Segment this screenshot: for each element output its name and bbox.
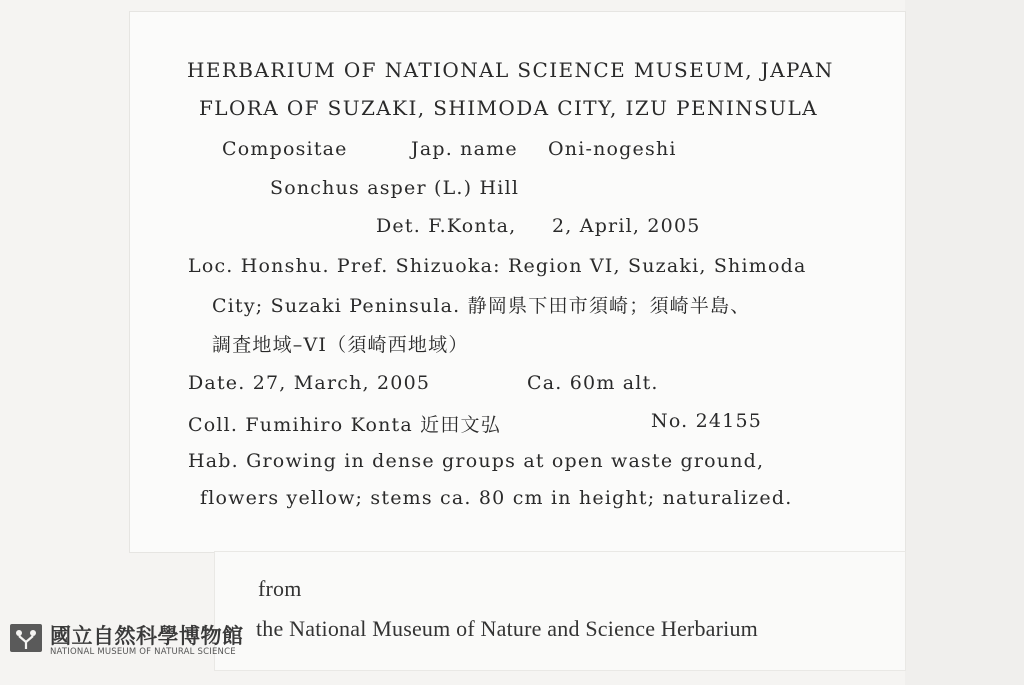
species-name: Sonchus asper (L.) Hill [270,177,520,199]
jap-name-label: Jap. name [411,138,518,160]
museum-logo-icon [10,624,42,652]
jap-name-value: Oni-nogeshi [548,138,677,160]
herbarium-sheet-edge [905,0,1024,685]
collection-number: No. 24155 [651,410,763,432]
label-title: HERBARIUM OF NATIONAL SCIENCE MUSEUM, JAPAN [187,58,834,82]
label-subtitle: FLORA OF SUZAKI, SHIMODA CITY, IZU PENINSULA [199,96,818,120]
source-label [215,552,905,670]
locality-line-2: City; Suzaki Peninsula. 静岡県下田市須崎；須崎半島、 [212,295,751,317]
source-institution: the National Museum of Nature and Science Herbarium [256,616,758,641]
source-from: from [258,576,302,601]
collection-date: Date. 27, March, 2005 [188,372,431,394]
habitat-line-1: Hab. Growing in dense groups at open waste ground, [188,450,765,472]
museum-name-chinese: 國立自然科學博物館 [50,624,244,648]
altitude: Ca. 60m alt. [527,372,659,394]
locality-line-1: Loc. Honshu. Pref. Shizuoka: Region VI, Suzaki, Shimoda [188,255,807,277]
family-name: Compositae [222,138,348,160]
determiner: Det. F.Konta, [376,215,517,237]
determination-date: 2, April, 2005 [552,215,701,237]
museum-logo [8,620,278,660]
collector: Coll. Fumihiro Konta 近田文弘 [188,414,501,436]
habitat-line-2: flowers yellow; stems ca. 80 cm in height; naturalized. [200,487,793,509]
locality-line-3: 調査地域–VI（須崎西地域） [212,334,469,356]
museum-name-english: NATIONAL MUSEUM OF NATURAL SCIENCE [50,647,236,657]
